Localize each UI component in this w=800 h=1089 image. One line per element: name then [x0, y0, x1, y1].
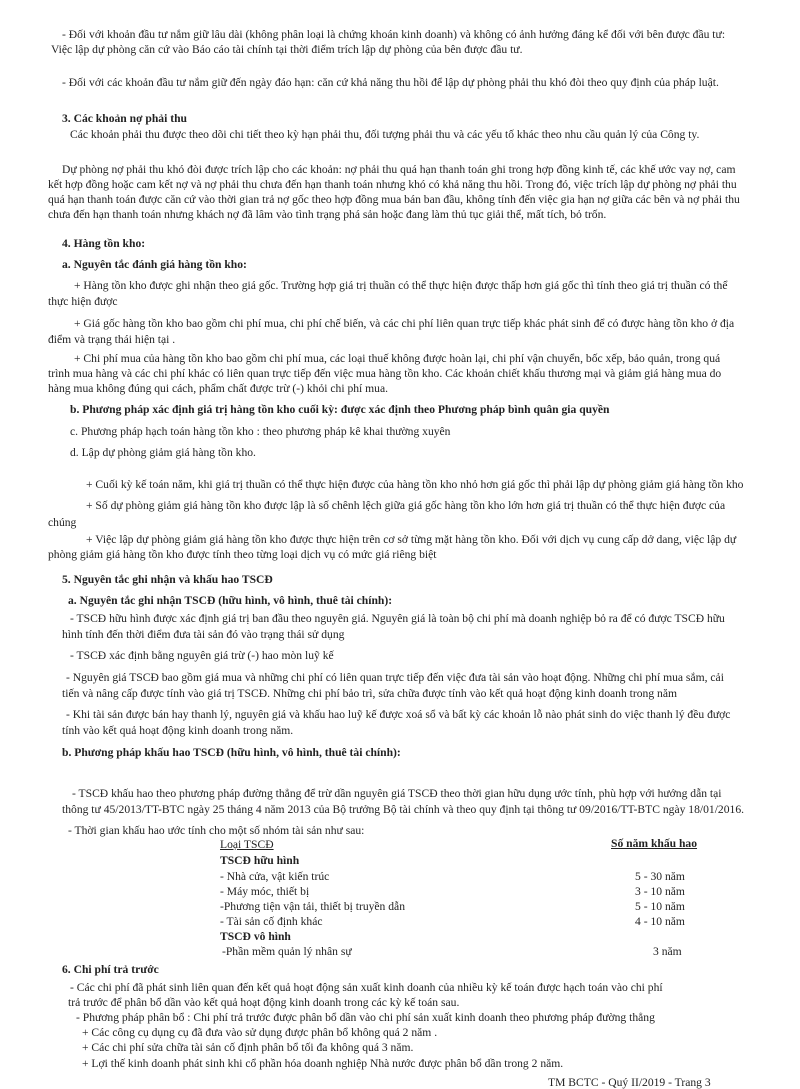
- table-row-name: -Phần mềm quản lý nhân sự: [222, 945, 352, 958]
- inventory-a3-line2: trình mua hàng và các chi phí khác có liên quan trực tiếp đến việc mua hàng tồn kho. Các khoản chiết khấu thương mại và giảm giá hàng mua do: [48, 367, 722, 380]
- page-footer: TM BCTC - Quý II/2019 - Trang 3: [548, 1076, 711, 1089]
- prepaid-p5: + Lợi thế kinh doanh phát sinh khi cổ phần hóa doanh nghiệp Nhà nước được phân bổ dần trong 2 năm.: [82, 1057, 564, 1070]
- table-row-years: 5 - 10 năm: [635, 900, 685, 913]
- table-row-name: - Nhà cửa, vật kiến trúc: [220, 870, 330, 883]
- inventory-d2-line2: chúng: [48, 516, 77, 529]
- fixed-assets-a4-line1: - Khi tài sản được bán hay thanh lý, nguyên giá và khấu hao luỹ kế được xoá sổ và bất kỳ các khoản lỗ nào phát sinh do việc thanh lý đều được: [66, 708, 731, 721]
- fixed-assets-a4-line2: tính vào kết quả hoạt động kinh doanh trong năm.: [62, 724, 294, 737]
- fixed-assets-b1-line1: - TSCĐ khấu hao theo phương pháp đường thẳng để trừ dần nguyên giá TSCĐ theo thời gian hữu dụng ước tính, phù hợp với hướng dẫn tại: [72, 787, 722, 800]
- receivables-p2-line4: chưa đến hạn thanh toán nhưng khách nợ đã lâm vào tình trạng phá sản hoặc đang làm thủ tục giải thể, mất tích, bỏ trốn.: [48, 208, 607, 221]
- receivables-p2-line3: quá hạn thanh toán được căn cứ vào thời gian trả nợ gốc theo hợp đồng mua bán ban đầu, không tính đến việc gia hạn nợ giữa các bên và nợ phải thu: [48, 193, 740, 206]
- fixed-assets-b-heading: b. Phương pháp khấu hao TSCĐ (hữu hình, vô hình, thuê tài chính):: [62, 746, 401, 759]
- table-row-name: - Máy móc, thiết bị: [220, 885, 310, 898]
- receivables-p2-line1: Dự phòng nợ phải thu khó đòi được trích lập cho các khoản: nợ phải thu quá hạn thanh toán ghi trong hợp đồng kinh tế, các khế ước vay nợ, cam: [62, 163, 736, 176]
- receivables-heading: 3. Các khoản nợ phải thu: [62, 112, 187, 125]
- table-header-years: Số năm khấu hao: [611, 837, 698, 850]
- table-row-years: 3 - 10 năm: [635, 885, 685, 898]
- table-row-name: -Phương tiện vận tải, thiết bị truyền dẫn: [220, 900, 405, 913]
- fixed-assets-a2: - TSCĐ xác định bằng nguyên giá trừ (-) hao mòn luỹ kế: [70, 649, 334, 662]
- fixed-assets-a1-line2: hình tính đến thời điểm đưa tài sản đó vào trạng thái sử dụng: [62, 628, 345, 641]
- inventory-b-heading: b. Phương pháp xác định giá trị hàng tồn kho cuối kỳ: được xác định theo Phương pháp bình quân gia quyền: [70, 403, 610, 416]
- table-row-years: 3 năm: [653, 945, 682, 958]
- inventory-a3-line3: hàng mua không đúng qui cách, phẩm chất được trừ (-) khỏi chi phí mua.: [48, 382, 389, 395]
- inventory-a-heading: a. Nguyên tắc đánh giá hàng tồn kho:: [62, 258, 247, 271]
- inventory-a1-line2: thực hiện được: [48, 295, 118, 308]
- prepaid-p3: + Các công cụ dụng cụ đã đưa vào sử dụng được phân bổ không quá 2 năm .: [82, 1026, 438, 1039]
- inventory-d1: + Cuối kỳ kế toán năm, khi giá trị thuần có thể thực hiện được của hàng tồn kho nhỏ hơn giá gốc thì phải lập dự phòng giảm giá hàng tồn kho: [86, 478, 744, 491]
- inventory-c: c. Phương pháp hạch toán hàng tồn kho : theo phương pháp kê khai thường xuyên: [70, 425, 451, 438]
- prepaid-p4: + Các chi phí sửa chữa tài sản cố định phân bổ tối đa không quá 3 năm.: [82, 1041, 414, 1054]
- fixed-assets-a-heading: a. Nguyên tắc ghi nhận TSCĐ (hữu hình, vô hình, thuê tài chính):: [68, 594, 393, 607]
- inventory-a1-line1: + Hàng tồn kho được ghi nhận theo giá gốc. Trường hợp giá trị thuần có thể thực hiện được thấp hơn giá gốc thì tính theo giá trị thuần có thể: [74, 279, 728, 292]
- receivables-p1: Các khoản phải thu được theo dõi chi tiết theo kỳ hạn phải thu, đối tượng phải thu và các yếu tố khác theo nhu cầu quản lý của Công ty.: [70, 128, 700, 141]
- table-row-name: - Tài sản cố định khác: [220, 915, 323, 928]
- table-group-tangible: TSCĐ hữu hình: [220, 854, 300, 867]
- fixed-assets-a3-line2: tiến và nâng cấp được tính vào giá trị TSCĐ. Những chi phí bảo trì, sửa chữa được tính vào kết quả hoạt động kinh doanh trong năm: [62, 687, 677, 700]
- fixed-assets-b1-line2: thông tư 45/2013/TT-BTC ngày 25 tháng 4 năm 2013 của Bộ trưởng Bộ tài chính và theo quy định tại thông tư 09/2016/TT-BTC ngày 18/01/2016.: [62, 803, 745, 816]
- inventory-d2-line1: + Số dự phòng giảm giá hàng tồn kho được lập là số chênh lệch giữa giá gốc hàng tồn kho lớn hơn giá trị thuần có thể thực hiện được của: [86, 499, 726, 512]
- inventory-a3-line1: + Chi phí mua của hàng tồn kho bao gồm chi phí mua, các loại thuế không được hoàn lại, chi phí vận chuyển, bốc xếp, bảo quản, trong quá: [74, 352, 721, 365]
- fixed-assets-heading: 5. Nguyên tắc ghi nhận và khấu hao TSCĐ: [62, 573, 273, 586]
- prepaid-p2: - Phương pháp phân bổ : Chi phí trả trước được phân bổ dần vào chi phí sản xuất kinh doanh theo phương pháp đường thẳng: [76, 1011, 655, 1024]
- invest-long-term-line2: Việc lập dự phòng căn cứ vào Báo cáo tài chính tại thời điểm trích lập dự phòng của bên được đầu tư.: [51, 43, 523, 56]
- inventory-a2-line1: + Giá gốc hàng tồn kho bao gồm chi phí mua, chi phí chế biến, và các chi phí liên quan trực tiếp khác phát sinh để có được hàng tồn kho ở địa: [74, 317, 735, 330]
- invest-long-term-line1: - Đối với khoản đầu tư nắm giữ lâu dài (không phân loại là chứng khoán kinh doanh) và không có ảnh hưởng đáng kể đối với bên được đầu tư:: [62, 28, 726, 41]
- prepaid-p1-line2: trả trước để phân bổ dần vào kết quả hoạt động kinh doanh trong các kỳ kế toán sau.: [68, 996, 460, 1009]
- inventory-d3-line2: phòng giảm giá hàng tồn kho được tính theo từng loại dịch vụ có mức giá riêng biệt: [48, 548, 437, 561]
- inventory-d: d. Lập dự phòng giảm giá hàng tồn kho.: [70, 446, 256, 459]
- inventory-a2-line2: điểm và trạng thái hiện tại .: [48, 333, 176, 346]
- receivables-p2-line2: kết hợp đồng hoặc cam kết nợ và nợ phải thu chưa đến hạn thanh toán nhưng khó có khả năng thu hồi. Trong đó, việc trích lập dự phòng nợ phải thu: [48, 178, 737, 191]
- table-row-years: 4 - 10 năm: [635, 915, 685, 928]
- table-row-years: 5 - 30 năm: [635, 870, 685, 883]
- fixed-assets-a3-line1: - Nguyên giá TSCĐ bao gồm giá mua và những chi phí có liên quan trực tiếp đến việc đưa tài sản vào hoạt động. Những chi phí mua sắm, cải: [66, 671, 724, 684]
- invest-maturity: - Đối với các khoản đầu tư nắm giữ đến ngày đáo hạn: căn cứ khả năng thu hồi để lập dự phòng phải thu khó đòi theo quy định của pháp luật.: [62, 76, 719, 89]
- table-group-intangible: TSCĐ vô hình: [220, 930, 291, 943]
- fixed-assets-b2: - Thời gian khấu hao ước tính cho một số nhóm tài sản như sau:: [68, 824, 365, 837]
- inventory-d3-line1: + Việc lập dự phòng giảm giá hàng tồn kho được thực hiện trên cơ sở từng mặt hàng tồn kho. Đối với dịch vụ cung cấp dở dang, việc lập dự: [86, 533, 737, 546]
- inventory-heading: 4. Hàng tồn kho:: [62, 237, 146, 250]
- prepaid-p1-line1: - Các chi phí đã phát sinh liên quan đến kết quả hoạt động sản xuất kinh doanh của nhiều kỳ kế toán được hạch toán vào chi phí: [70, 981, 663, 994]
- prepaid-heading: 6. Chi phí trả trước: [62, 963, 159, 976]
- table-header-asset-type: Loại TSCĐ: [220, 838, 274, 851]
- fixed-assets-a1-line1: - TSCĐ hữu hình được xác định giá trị ban đầu theo nguyên giá. Nguyên giá là toàn bộ chi phí mà doanh nghiệp bỏ ra để có được TSCĐ hữu: [70, 612, 725, 625]
